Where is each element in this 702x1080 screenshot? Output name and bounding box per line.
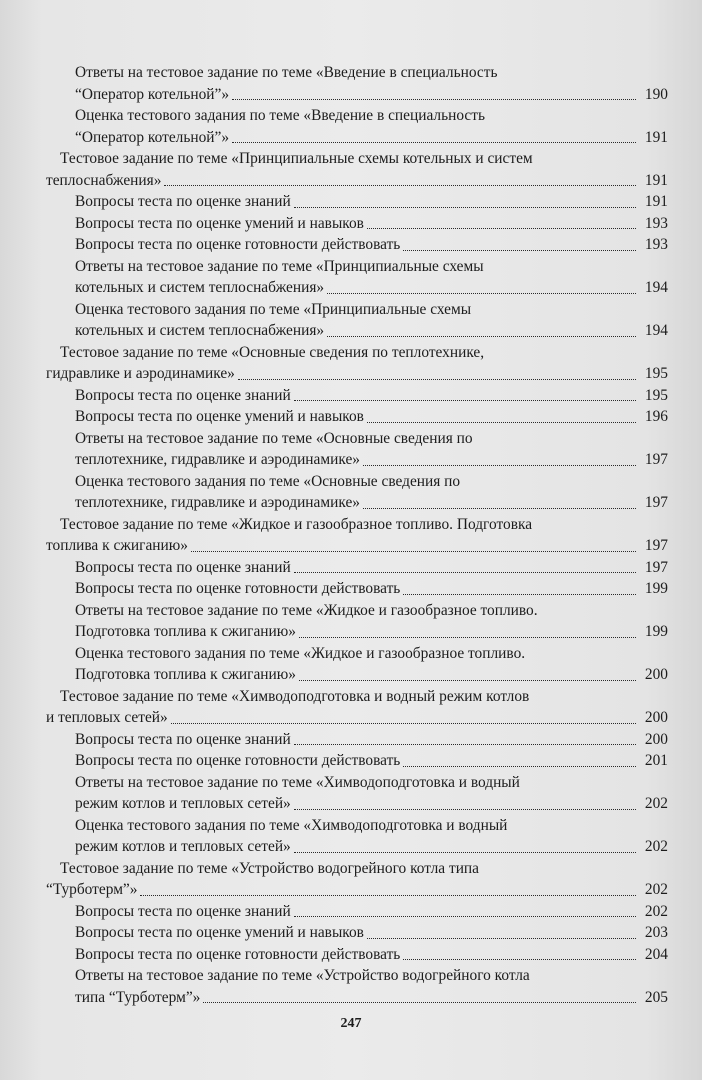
toc-entry-text: топлива к сжиганию» — [46, 537, 188, 554]
toc-entry-text: Ответы на тестовое задание по теме «Основные сведения по — [75, 429, 473, 447]
toc-entry-text: теплотехнике, гидравлике и аэродинамике» — [75, 494, 360, 511]
toc-line — [0, 170, 668, 192]
toc-line — [0, 406, 668, 428]
toc-line — [0, 578, 668, 600]
dot-leader — [171, 723, 636, 724]
dot-leader — [403, 594, 636, 595]
dot-leader — [403, 959, 636, 960]
toc-line — [0, 191, 668, 213]
toc-line — [0, 664, 668, 686]
dot-leader — [403, 766, 636, 767]
toc-line — [0, 471, 668, 493]
toc-entry-text: Вопросы теста по оценке готовности действовать — [75, 236, 401, 253]
toc-entry-text: и тепловых сетей» — [46, 709, 168, 726]
toc-entry-text: Оценка тестового задания по теме «Введение в специальность — [75, 107, 486, 124]
toc-entry-text: Тестовое задание по теме «Жидкое и газообразное топливо. Подготовка — [60, 515, 533, 533]
toc-page-number: 194 — [644, 279, 668, 296]
toc-entry-text: Оценка тестового задания по теме «Основные сведения по — [75, 472, 461, 490]
toc-page-number: 202 — [644, 795, 668, 812]
toc-entry-text: Вопросы теста по оценке знаний — [75, 558, 291, 576]
toc-entry-text: Оценка тестового задания по теме «Жидкое и газообразное топливо. — [75, 644, 526, 662]
toc-page-number: 191 — [644, 193, 668, 210]
dot-leader — [403, 250, 636, 251]
toc-page-number: 196 — [644, 408, 668, 425]
toc-line — [0, 234, 668, 256]
toc-line — [0, 922, 668, 944]
toc-entry-text: типа “Турботерм”» — [75, 988, 201, 1006]
dot-leader — [367, 228, 636, 229]
toc-page-number: 199 — [644, 580, 668, 597]
toc-page-number: 204 — [644, 945, 668, 963]
toc-line — [0, 514, 668, 536]
toc-page-number: 203 — [644, 924, 668, 941]
dot-leader — [294, 572, 636, 573]
toc-entry-text: Тестовое задание по теме «Химводоподготовка и водный режим котлов — [60, 687, 530, 705]
toc-entry-text: Вопросы теста по оценке готовности действовать — [75, 580, 401, 597]
toc-entry-text: Вопросы теста по оценке знаний — [75, 386, 291, 404]
toc-page-number: 201 — [644, 752, 668, 769]
toc-page-number: 200 — [644, 709, 668, 726]
toc-line — [0, 815, 668, 837]
toc-line — [0, 127, 668, 149]
dot-leader — [232, 142, 636, 143]
toc-line — [0, 492, 668, 514]
toc-page-number: 193 — [644, 214, 668, 232]
table-of-contents — [0, 62, 702, 1008]
toc-line — [0, 707, 668, 729]
toc-line — [0, 621, 668, 643]
toc-line — [0, 148, 668, 170]
toc-line — [0, 84, 668, 106]
dot-leader — [203, 1002, 636, 1003]
toc-entry-text: Ответы на тестовое задание по теме «Устройство водогрейного котла — [75, 967, 530, 984]
toc-page-number: 205 — [644, 988, 668, 1006]
dot-leader — [294, 916, 636, 917]
toc-entry-text: Вопросы теста по оценке знаний — [75, 902, 291, 920]
toc-page-number: 195 — [644, 386, 668, 404]
dot-leader — [363, 508, 636, 509]
toc-entry-text: теплотехнике, гидравлике и аэродинамике» — [75, 451, 360, 468]
toc-line — [0, 858, 668, 880]
toc-entry-text: Вопросы теста по оценке знаний — [75, 193, 291, 210]
dot-leader — [294, 207, 636, 208]
toc-page-number: 202 — [644, 902, 668, 920]
toc-line — [0, 320, 668, 342]
dot-leader — [232, 99, 636, 100]
toc-entry-text: “Турботерм”» — [46, 881, 138, 898]
toc-entry-text: Ответы на тестовое задание по теме «Принципиальные схемы — [75, 257, 484, 275]
toc-entry-text: гидравлике и аэродинамике» — [46, 365, 235, 382]
toc-entry-text: Тестовое задание по теме «Принципиальные схемы котельных и систем — [60, 150, 533, 167]
toc-entry-text: Ответы на тестовое задание по теме «Жидкое и газообразное топливо. — [75, 601, 538, 619]
toc-line — [0, 557, 668, 579]
toc-page-number: 197 — [644, 537, 668, 554]
toc-page-number: 200 — [644, 666, 668, 683]
dot-leader — [367, 938, 636, 939]
toc-page-number: 197 — [644, 451, 668, 468]
toc-line — [0, 750, 668, 772]
toc-line — [0, 256, 668, 278]
toc-line — [0, 965, 668, 987]
toc-line — [0, 643, 668, 665]
dot-leader — [363, 465, 636, 466]
dot-leader — [294, 809, 636, 810]
toc-entry-text: Оценка тестового задания по теме «Принципиальные схемы — [75, 300, 472, 318]
dot-leader — [238, 379, 636, 380]
toc-page-number: 200 — [644, 730, 668, 748]
toc-page-number: 193 — [644, 236, 668, 253]
toc-entry-text: Ответы на тестовое задание по теме «Введение в специальность — [75, 64, 498, 81]
toc-entry-text: Ответы на тестовое задание по теме «Химводоподготовка и водный — [75, 773, 520, 791]
toc-entry-text: “Оператор котельной”» — [75, 128, 230, 146]
toc-line — [0, 772, 668, 794]
toc-line — [0, 213, 668, 235]
dot-leader — [140, 895, 636, 896]
toc-entry-text: режим котлов и тепловых сетей» — [75, 838, 291, 855]
toc-line — [0, 729, 668, 751]
toc-entry-text: Подготовка топлива к сжиганию» — [75, 623, 296, 640]
toc-line — [0, 836, 668, 858]
toc-entry-text: Подготовка топлива к сжиганию» — [75, 666, 296, 683]
dot-leader — [191, 551, 636, 552]
toc-entry-text: Вопросы теста по оценке умений и навыков — [75, 924, 364, 941]
toc-entry-text: Вопросы теста по оценке умений и навыков — [75, 408, 364, 425]
toc-page-number: 194 — [644, 322, 668, 339]
toc-entry-text: котельных и систем теплоснабжения» — [75, 322, 325, 339]
toc-page-number: 191 — [644, 171, 668, 189]
toc-line — [0, 62, 668, 84]
toc-entry-text: Вопросы теста по оценке знаний — [75, 730, 291, 748]
dot-leader — [299, 637, 636, 638]
toc-entry-text: котельных и систем теплоснабжения» — [75, 279, 325, 296]
toc-line — [0, 277, 668, 299]
toc-page-number: 199 — [644, 623, 668, 640]
toc-page-number: 190 — [644, 85, 668, 103]
toc-line — [0, 901, 668, 923]
toc-line — [0, 428, 668, 450]
toc-entry-text: Вопросы теста по оценке готовности действовать — [75, 752, 401, 769]
toc-line — [0, 342, 668, 364]
dot-leader — [327, 293, 636, 294]
toc-entry-text: Оценка тестового задания по теме «Химводоподготовка и водный — [75, 816, 508, 834]
toc-page-number: 197 — [644, 558, 668, 576]
toc-entry-text: Вопросы теста по оценке готовности действовать — [75, 945, 401, 963]
toc-page-number: 202 — [644, 881, 668, 898]
dot-leader — [294, 744, 636, 745]
toc-page-number: 197 — [644, 494, 668, 511]
toc-line — [0, 987, 668, 1009]
toc-line — [0, 793, 668, 815]
toc-line — [0, 449, 668, 471]
toc-entry-text: Тестовое задание по теме «Устройство водогрейного котла типа — [60, 859, 479, 877]
toc-page-number: 195 — [644, 365, 668, 382]
toc-line — [0, 686, 668, 708]
toc-line — [0, 385, 668, 407]
dot-leader — [367, 422, 636, 423]
toc-line — [0, 535, 668, 557]
toc-line — [0, 105, 668, 127]
toc-line — [0, 363, 668, 385]
toc-entry-text: Тестовое задание по теме «Основные сведения по теплотехнике, — [60, 343, 485, 361]
toc-entry-text: “Оператор котельной”» — [75, 85, 230, 103]
dot-leader — [294, 852, 636, 853]
dot-leader — [294, 400, 636, 401]
page-number: 247 — [340, 1016, 362, 1031]
dot-leader — [327, 336, 636, 337]
toc-line — [0, 944, 668, 966]
toc-line — [0, 600, 668, 622]
toc-page-number: 191 — [644, 128, 668, 146]
toc-line — [0, 299, 668, 321]
toc-page-number: 202 — [644, 838, 668, 855]
dot-leader — [164, 185, 636, 186]
toc-entry-text: теплоснабжения» — [46, 171, 162, 189]
toc-entry-text: режим котлов и тепловых сетей» — [75, 795, 291, 812]
toc-line — [0, 879, 668, 901]
dot-leader — [299, 680, 636, 681]
toc-entry-text: Вопросы теста по оценке умений и навыков — [75, 214, 364, 232]
